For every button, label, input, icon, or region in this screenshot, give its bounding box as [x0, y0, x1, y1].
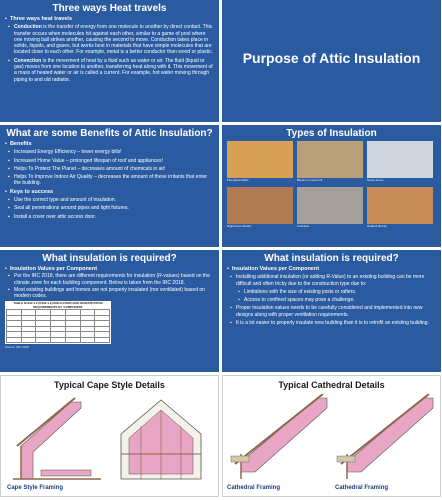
insulation-photo [297, 187, 363, 229]
insulation-photo [227, 187, 293, 229]
photo-image [367, 187, 433, 224]
bullet-subpoint: ▪ Limitations with the size of existing joists or rafters. [244, 289, 436, 295]
bullet-point: ▪ Proper insulation values needs to be carefully considered and implemented into new designs along with proper ventilation requirements. [236, 305, 436, 318]
diagram-caption-right: Cathedral Framing [335, 485, 389, 491]
photo-caption: Radiant Barrier [367, 225, 388, 228]
photo-caption: Blown-in Loose Fill [297, 179, 323, 182]
success-item: ▪ Seal all penetrations around pipes and light fixtures. [14, 205, 214, 211]
text-convection: is the movement of heat by a fluid such as water or air. The fluid (liquid or gas) moves from one location to another, transferring heat along with it. This movement of a mass of heated water or air is called a current. For example, hot water moving through piping to and old radiator. [14, 57, 213, 83]
insulation-photo [367, 187, 433, 229]
table-grid [6, 309, 110, 343]
insulation-shape [347, 398, 433, 472]
slide-title: What insulation is required? [264, 253, 399, 264]
term-convection: Convection [14, 57, 42, 64]
bullet-heading: ▪ Insulation Values per Component [227, 266, 436, 272]
text-conduction: is the transfer of energy from one molecule to another by direct contact. This transfer occurs when molecules hit against each other, similar to a game of pool where one moving ball strikes another, causing the second to move. Conduction takes place in solids, liquids, and gases, but works best in materials that have simple molecules that are located close to each other. For example, metal is a better conductor than wood or plastic. [14, 24, 213, 56]
photo-caption: Fiberglass Batts [227, 179, 249, 182]
success-item: ▪ Install a cover over attic access door. [14, 214, 214, 220]
bullet-point: ▪ Installing additional insulation (or adding R-Value) to an existing building can be more difficult and often tricky due to the construction type due to: [236, 274, 436, 287]
photo-caption: Cellulose [297, 225, 310, 228]
insulation-photo [227, 141, 293, 183]
r-value-table [5, 301, 111, 344]
bullet-point: ▪ It is a lot easier to properly insulate new building than it is to retrofit an existing building. [236, 320, 436, 326]
slide-4-types-of-insulation[interactable] [222, 125, 441, 247]
slide-title: What are some Benefits of Attic Insulation? [6, 128, 213, 139]
floor-insulation [41, 470, 91, 476]
benefit-item: ▪ Helps To Improve Indoor Air Quality – decreases the amount of these irritants that enter the building. [14, 174, 214, 187]
slide-7-cape-style-details[interactable] [0, 375, 219, 497]
slide-title: Purpose of Attic Insulation [242, 50, 421, 66]
cathedral-drawing [227, 394, 437, 484]
benefit-item: ▪ Increased Home Value – prolonged lifespan of roof and appliances! [14, 158, 214, 164]
slide-6-what-insulation-required[interactable] [222, 250, 441, 372]
bullet-list [5, 16, 214, 83]
slide-8-cathedral-details[interactable] [222, 375, 441, 497]
table-caption: TABLE N1102.1.2 (R402.1.2) INSULATION AND FENESTRATION REQUIREMENTS BY COMPONENT [13, 301, 103, 309]
diagram-caption: Cape Style Framing [7, 485, 64, 491]
bullet-list [5, 141, 214, 220]
insulation-shape [241, 398, 327, 472]
photo-image [297, 141, 363, 178]
photo-caption: Rigid Foam Board [227, 225, 252, 228]
slide-title: What insulation is required? [42, 253, 177, 264]
slide-title: Typical Cathedral Details [278, 380, 385, 390]
cape-style-drawing [11, 394, 211, 486]
top-plate [231, 456, 249, 462]
diagram-caption-left: Cathedral Framing [227, 485, 281, 491]
insulation-photo [297, 141, 363, 183]
rafter-line [341, 394, 429, 464]
benefit-item: ▪ Increased Energy Efficiency – lower energy bills! [14, 149, 214, 155]
photo-image [227, 141, 293, 178]
bullet-subpoint: ▪ Access to confined spaces may pose a challenge. [244, 297, 436, 303]
photo-image [297, 187, 363, 224]
photo-image [367, 141, 433, 178]
benefits-heading: ▪ Benefits [5, 141, 214, 147]
slide-title: Types of Insulation [286, 128, 377, 139]
bullet-conduction [14, 24, 214, 55]
bullet-point: ▪ Most existing buildings and homes are not properly insulated (nor ventilated) based on modern codes. [14, 287, 214, 300]
bullet-list [227, 266, 436, 326]
rafter-line [235, 394, 323, 464]
term-conduction: Conduction [14, 24, 42, 31]
benefit-item: ▪ Helps To Protect The Planet – decreases amount of chemicals in air! [14, 166, 214, 172]
slide-2-purpose-of-attic-insulation[interactable] [222, 0, 441, 122]
bullet-convection [14, 58, 214, 83]
insulation-photo [367, 141, 433, 183]
slide-title: Three ways Heat travels [52, 3, 167, 14]
photo-image [227, 187, 293, 224]
top-plate [337, 456, 355, 462]
insulation-shape [21, 402, 81, 479]
success-heading: ▪ Keys to success [5, 189, 214, 195]
bullet-point: ▪ Per the IRC 2018, there are different requirements for insulation (R-values) based on the climate zone for each building component. Below is taken from the IRC 2018. [14, 273, 214, 286]
slide-3-benefits[interactable] [0, 125, 219, 247]
success-item: ▪ Use the correct type and amount of insulation. [14, 197, 214, 203]
bullet-list [5, 266, 214, 299]
photo-caption: Spray Foam [367, 179, 384, 182]
table-source: Source: IRC 2018 [5, 345, 29, 350]
bullet-heading: ▪ Insulation Values per Component [5, 266, 214, 272]
slide-title: Typical Cape Style Details [54, 380, 165, 390]
photo-grid [227, 141, 436, 229]
bullet-heading: ▪ Three ways heat travels [5, 16, 214, 22]
slide-5-what-insulation-required[interactable] [0, 250, 219, 372]
slide-1-three-ways-heat-travels[interactable] [0, 0, 219, 122]
